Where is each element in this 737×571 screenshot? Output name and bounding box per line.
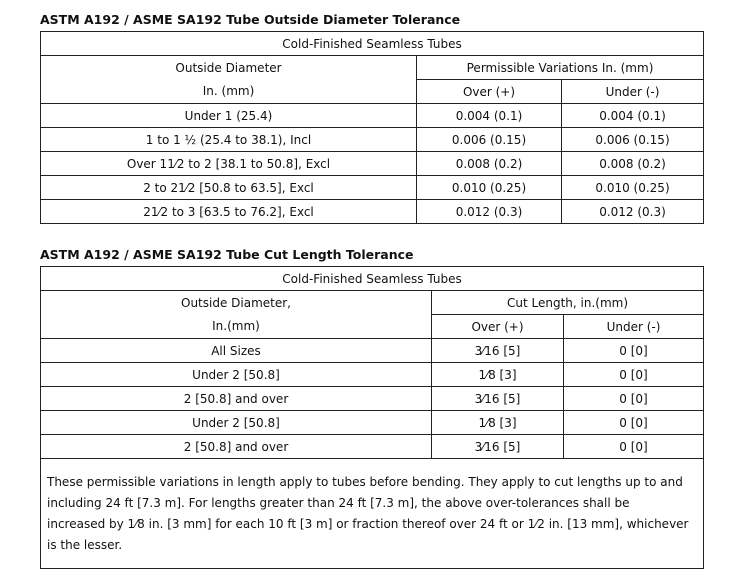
over-cell: 3⁄16 [5] (432, 387, 564, 411)
over-cell: 0.006 (0.15) (417, 128, 562, 152)
table-row (41, 411, 704, 435)
cut-length-table (40, 266, 704, 569)
od-column-header: Outside Diameter, (41, 291, 432, 315)
od-unit-header: In. (mm) (41, 80, 417, 104)
under-cell: 0.008 (0.2) (562, 152, 704, 176)
table-caption-row (41, 267, 704, 291)
under-cell: 0 [0] (564, 339, 704, 363)
table-header-row (41, 80, 704, 104)
over-cell: 0.004 (0.1) (417, 104, 562, 128)
od-unit-header: In.(mm) (41, 315, 432, 339)
under-cell: 0.010 (0.25) (562, 176, 704, 200)
under-cell: 0.006 (0.15) (562, 128, 704, 152)
under-cell: 0 [0] (564, 363, 704, 387)
od-cell: 2 to 21⁄2 [50.8 to 63.5], Excl (41, 176, 417, 200)
under-column-header: Under (-) (562, 80, 704, 104)
table-row (41, 387, 704, 411)
od-cell: Under 2 [50.8] (41, 411, 432, 435)
over-cell: 3⁄16 [5] (432, 339, 564, 363)
length-note: These permissible variations in length apply to tubes before bending. They apply to cut lengths up to and including 24 ft [7.3 m]. For lengths greater than 24 ft [7.3 m], the above over-tolerances shall be increased by 1⁄8 in. [3 mm] for each 10 ft [3 m] or fraction thereof over 24 ft or 1⁄2 in. [13 mm], whichever is the lesser. (41, 459, 704, 569)
od-cell: 2 [50.8] and over (41, 387, 432, 411)
od-column-header: Outside Diameter (41, 56, 417, 80)
od-cell: Under 1 (25.4) (41, 104, 417, 128)
table-row (41, 339, 704, 363)
over-column-header: Over (+) (432, 315, 564, 339)
over-cell: 1⁄8 [3] (432, 411, 564, 435)
table-row (41, 104, 704, 128)
under-cell: 0.012 (0.3) (562, 200, 704, 224)
over-cell: 1⁄8 [3] (432, 363, 564, 387)
od-cell: 1 to 1 ½ (25.4 to 38.1), Incl (41, 128, 417, 152)
over-cell: 0.012 (0.3) (417, 200, 562, 224)
od-tolerance-table (40, 31, 704, 224)
od-cell: Over 11⁄2 to 2 [38.1 to 50.8], Excl (41, 152, 417, 176)
table-header-row (41, 56, 704, 80)
od-cell: All Sizes (41, 339, 432, 363)
under-cell: 0 [0] (564, 411, 704, 435)
table-row (41, 152, 704, 176)
over-cell: 0.010 (0.25) (417, 176, 562, 200)
under-column-header: Under (-) (564, 315, 704, 339)
table-row (41, 363, 704, 387)
cut-length-column-header: Cut Length, in.(mm) (432, 291, 704, 315)
table-header-row (41, 315, 704, 339)
under-cell: 0.004 (0.1) (562, 104, 704, 128)
under-cell: 0 [0] (564, 435, 704, 459)
table-row (41, 128, 704, 152)
over-cell: 3⁄16 [5] (432, 435, 564, 459)
under-cell: 0 [0] (564, 387, 704, 411)
od-cell: Under 2 [50.8] (41, 363, 432, 387)
cut-length-title: ASTM A192 / ASME SA192 Tube Cut Length Tolerance (40, 247, 414, 262)
over-column-header: Over (+) (417, 80, 562, 104)
od-cell: 2 [50.8] and over (41, 435, 432, 459)
over-cell: 0.008 (0.2) (417, 152, 562, 176)
table-caption-row (41, 32, 704, 56)
table-header-row (41, 291, 704, 315)
table-caption: Cold-Finished Seamless Tubes (41, 32, 704, 56)
table-row (41, 200, 704, 224)
od-cell: 21⁄2 to 3 [63.5 to 76.2], Excl (41, 200, 417, 224)
table-caption: Cold-Finished Seamless Tubes (41, 267, 704, 291)
table-row (41, 435, 704, 459)
table-row (41, 176, 704, 200)
note-row (41, 459, 704, 569)
od-tolerance-title: ASTM A192 / ASME SA192 Tube Outside Diameter Tolerance (40, 12, 461, 27)
variation-column-header: Permissible Variations In. (mm) (417, 56, 704, 80)
